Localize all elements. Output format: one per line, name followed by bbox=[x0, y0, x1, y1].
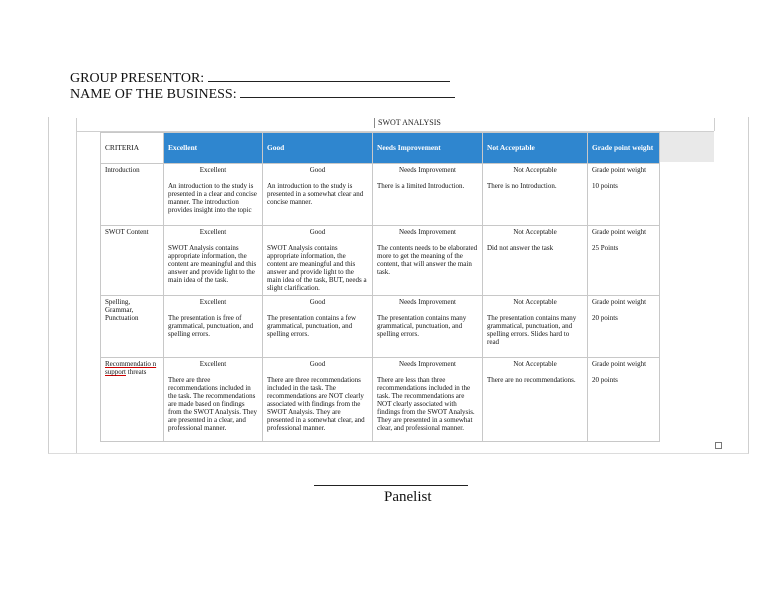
table-cell bbox=[483, 164, 588, 226]
table-cell bbox=[263, 226, 373, 296]
table-cell bbox=[373, 226, 483, 296]
level-label: Good bbox=[309, 166, 326, 174]
level-label: Good bbox=[309, 298, 326, 306]
cell-text: 25 Points bbox=[592, 244, 619, 252]
cell-text: 20 points bbox=[592, 376, 618, 384]
cell-text: 20 points bbox=[592, 314, 618, 322]
column-header: Grade point weight bbox=[588, 133, 660, 164]
table-cell bbox=[263, 296, 373, 358]
table-row bbox=[101, 296, 660, 358]
cell-text: The presentation is free of grammatical, punctuation, and spelling errors. bbox=[168, 314, 254, 338]
cell-text: The presentation contains many grammatical, punctuation, and spelling errors. bbox=[377, 314, 467, 338]
cell-text: The presentation contains many grammatical, punctuation, and spelling errors. Slides hard to read bbox=[487, 314, 577, 346]
cell-text: SWOT Analysis contains appropriate information, the content are meaningful and this answer and provide light to the main idea of the task, BUT, needs a slight clarification. bbox=[267, 244, 367, 292]
cell-text: An introduction to the study is presented in a clear and concise manner. The introduction provides insight into the topic bbox=[168, 182, 257, 214]
level-label: Grade point weight bbox=[592, 298, 647, 306]
table-cell bbox=[263, 164, 373, 226]
header-extension bbox=[658, 132, 714, 162]
column-header: CRITERIA bbox=[101, 133, 164, 164]
cell-text: There is a limited Introduction. bbox=[377, 182, 465, 190]
table-cell bbox=[483, 358, 588, 442]
level-label: Grade point weight bbox=[592, 166, 647, 174]
cell-text: There are less than three recommendations included in the task. The recommendations are NOT clearly associated with findings from the SWOT Analysis. They are presented in a somewhat clear, and professional manner. bbox=[377, 376, 475, 432]
cell-text: There are three recommendations included in the task. The recommendations are made based on findings from the SWOT Analysis. They are presented in a clear, and professional manner. bbox=[168, 376, 257, 432]
table-row bbox=[101, 226, 660, 296]
cell-text: The contents needs to be elaborated more to get the meaning of the content, that will answer the main task. bbox=[377, 244, 478, 276]
level-label: Grade point weight bbox=[592, 360, 647, 368]
level-label: Good bbox=[309, 228, 326, 236]
group-presentor-blank[interactable] bbox=[208, 69, 450, 82]
group-presentor-label: GROUP PRESENTOR: bbox=[70, 71, 205, 86]
table-cell bbox=[588, 226, 660, 296]
resize-handle[interactable] bbox=[715, 442, 722, 449]
table-row bbox=[101, 164, 660, 226]
frame-divider bbox=[714, 118, 715, 131]
column-header: Needs Improvement bbox=[373, 133, 483, 164]
cell-text: SWOT Analysis contains appropriate information, the content are meaningful and this answer and provide light to the main idea of the task. bbox=[168, 244, 257, 284]
table-cell bbox=[164, 358, 263, 442]
level-label: Excellent bbox=[199, 298, 227, 306]
business-name-label: NAME OF THE BUSINESS: bbox=[70, 87, 237, 102]
signature-line[interactable] bbox=[314, 485, 468, 486]
level-label: Excellent bbox=[199, 228, 227, 236]
table-cell bbox=[164, 226, 263, 296]
criteria-text: support bbox=[105, 368, 126, 376]
table-cell bbox=[373, 296, 483, 358]
table-cell bbox=[164, 164, 263, 226]
criteria-cell: Introduction bbox=[101, 164, 164, 226]
table-cell bbox=[483, 296, 588, 358]
table-cell bbox=[373, 358, 483, 442]
level-label: Not Acceptable bbox=[513, 360, 557, 368]
column-header: Excellent bbox=[164, 133, 263, 164]
criteria-cell: Spelling, Grammar, Punctuation bbox=[101, 296, 164, 358]
cell-text: An introduction to the study is presented in a somewhat clear and concise manner. bbox=[267, 182, 364, 206]
level-label: Good bbox=[309, 360, 326, 368]
level-label: Needs Improvement bbox=[399, 298, 456, 306]
panelist-label: Panelist bbox=[384, 489, 432, 505]
level-label: Needs Improvement bbox=[399, 360, 456, 368]
criteria-cell bbox=[101, 358, 164, 442]
cell-text: The presentation contains a few grammatical, punctuation, and spelling errors. bbox=[267, 314, 357, 338]
level-label: Needs Improvement bbox=[399, 228, 456, 236]
level-label: Grade point weight bbox=[592, 228, 647, 236]
business-name-blank[interactable] bbox=[240, 85, 455, 98]
criteria-text: threats bbox=[127, 368, 147, 376]
table-row bbox=[101, 358, 660, 442]
column-header: Not Acceptable bbox=[483, 133, 588, 164]
table-header-row bbox=[101, 133, 660, 164]
table-cell bbox=[263, 358, 373, 442]
column-header: Good bbox=[263, 133, 373, 164]
cell-text: There is no Introduction. bbox=[487, 182, 557, 190]
cell-text: Did not answer the task bbox=[487, 244, 554, 252]
level-label: Needs Improvement bbox=[399, 166, 456, 174]
table-cell bbox=[164, 296, 263, 358]
level-label: Not Acceptable bbox=[513, 298, 557, 306]
table-cell bbox=[588, 164, 660, 226]
business-name-line bbox=[70, 85, 455, 103]
table-cell bbox=[588, 358, 660, 442]
cell-text: There are three recommendations included in the task. The recommendations are NOT clearly associated with findings from the SWOT Analysis. They are presented in a somewhat clear, and professional manner. bbox=[267, 376, 365, 432]
rubric-table bbox=[100, 132, 660, 442]
level-label: Not Acceptable bbox=[513, 166, 557, 174]
cell-text: 10 points bbox=[592, 182, 618, 190]
table-title: SWOT ANALYSIS bbox=[374, 118, 441, 128]
level-label: Excellent bbox=[199, 360, 227, 368]
frame-divider bbox=[76, 118, 77, 453]
table-cell bbox=[373, 164, 483, 226]
table-cell bbox=[483, 226, 588, 296]
table-cell bbox=[588, 296, 660, 358]
criteria-text: Recommendatio n bbox=[105, 360, 157, 368]
level-label: Not Acceptable bbox=[513, 228, 557, 236]
cell-text: There are no recommendations. bbox=[487, 376, 576, 384]
level-label: Excellent bbox=[199, 166, 227, 174]
criteria-cell: SWOT Content bbox=[101, 226, 164, 296]
